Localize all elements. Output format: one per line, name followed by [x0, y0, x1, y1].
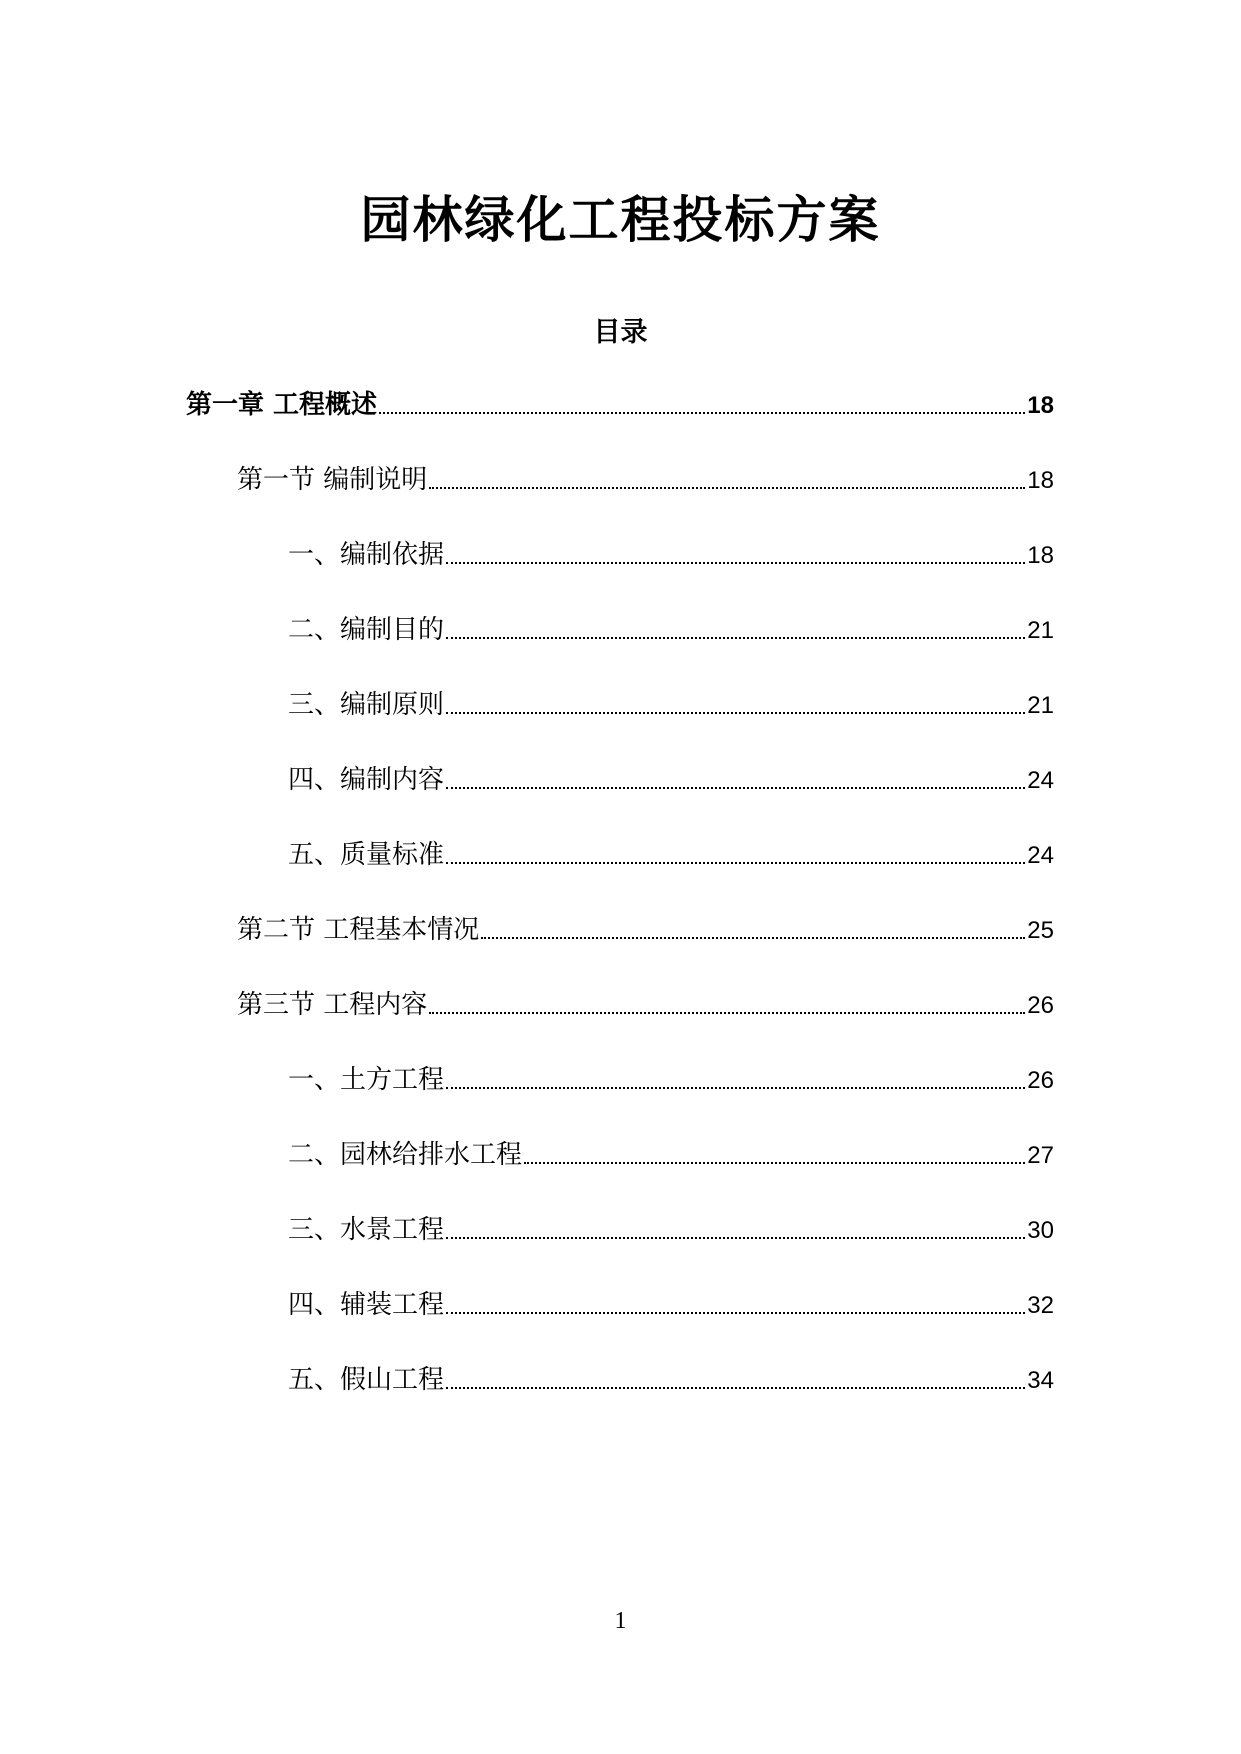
toc-entry-page: 26 [1027, 992, 1054, 1019]
toc-entry-page: 24 [1027, 842, 1054, 869]
document-title: 园林绿化工程投标方案 [360, 191, 881, 249]
toc-entry-item[interactable] [288, 1285, 1054, 1325]
toc-entry-page: 30 [1027, 1217, 1054, 1244]
toc-dot-leader [446, 787, 1025, 789]
toc-entry-text: 二、编制目的 [288, 615, 445, 645]
toc-entry-item[interactable] [288, 1210, 1054, 1250]
toc-entry-item[interactable] [288, 835, 1054, 875]
toc-entry-item[interactable] [288, 610, 1054, 650]
toc-entry-page: 21 [1027, 692, 1054, 719]
toc-entry-text: 二、园林给排水工程 [288, 1140, 523, 1170]
toc-entry-page: 18 [1027, 467, 1054, 494]
toc-dot-leader [446, 1087, 1025, 1089]
toc-entry-text: 一、土方工程 [288, 1065, 445, 1095]
toc-entry-page: 27 [1027, 1142, 1054, 1169]
toc-entry-page: 32 [1027, 1292, 1054, 1319]
toc-dot-leader [446, 1387, 1025, 1389]
toc-entry-text: 三、水景工程 [288, 1215, 445, 1245]
toc-entry-text: 一、编制依据 [288, 540, 445, 570]
toc-entry-text: 四、编制内容 [288, 765, 445, 795]
toc-entry-text: 第一节 编制说明 [237, 465, 428, 495]
toc-entry-text: 第二节 工程基本情况 [237, 915, 480, 945]
toc-dot-leader [429, 487, 1025, 489]
toc-entry-page: 34 [1027, 1367, 1054, 1394]
toc-entry-text: 四、辅装工程 [288, 1290, 445, 1320]
toc-entry-text: 第三节 工程内容 [237, 990, 428, 1020]
toc-entry-page: 18 [1027, 542, 1054, 569]
toc-entry-page: 24 [1027, 767, 1054, 794]
toc-entry-item[interactable] [288, 535, 1054, 575]
toc-entry-section-3[interactable] [237, 985, 1054, 1025]
toc-entry-item[interactable] [288, 685, 1054, 725]
toc-entry-text: 三、编制原则 [288, 690, 445, 720]
toc-heading: 目录 [593, 317, 648, 348]
toc-entry-page: 25 [1027, 917, 1054, 944]
page-number: 1 [614, 1608, 627, 1634]
toc-dot-leader [524, 1162, 1025, 1164]
toc-entry-page: 26 [1027, 1067, 1054, 1094]
toc-entry-text: 五、假山工程 [288, 1365, 445, 1395]
toc-entry-item[interactable] [288, 1135, 1054, 1175]
toc-entry-text: 第一章 工程概述 [186, 390, 378, 420]
toc-entry-section-1[interactable] [237, 460, 1054, 500]
toc-entry-chapter-1[interactable] [186, 385, 1054, 425]
toc-dot-leader [446, 862, 1025, 864]
toc-dot-leader [429, 1012, 1025, 1014]
toc-dot-leader [446, 1237, 1025, 1239]
toc-entry-page: 18 [1027, 392, 1054, 419]
toc-dot-leader [446, 1312, 1025, 1314]
toc-entry-page: 21 [1027, 617, 1054, 644]
toc-dot-leader [446, 712, 1025, 714]
toc-entry-item[interactable] [288, 1360, 1054, 1400]
toc-dot-leader [379, 412, 1025, 414]
toc-entry-text: 五、质量标准 [288, 840, 445, 870]
toc-dot-leader [481, 937, 1025, 939]
toc-entry-section-2[interactable] [237, 910, 1054, 950]
toc-entry-item[interactable] [288, 1060, 1054, 1100]
toc-dot-leader [446, 637, 1025, 639]
toc-dot-leader [446, 562, 1025, 564]
toc-entry-item[interactable] [288, 760, 1054, 800]
